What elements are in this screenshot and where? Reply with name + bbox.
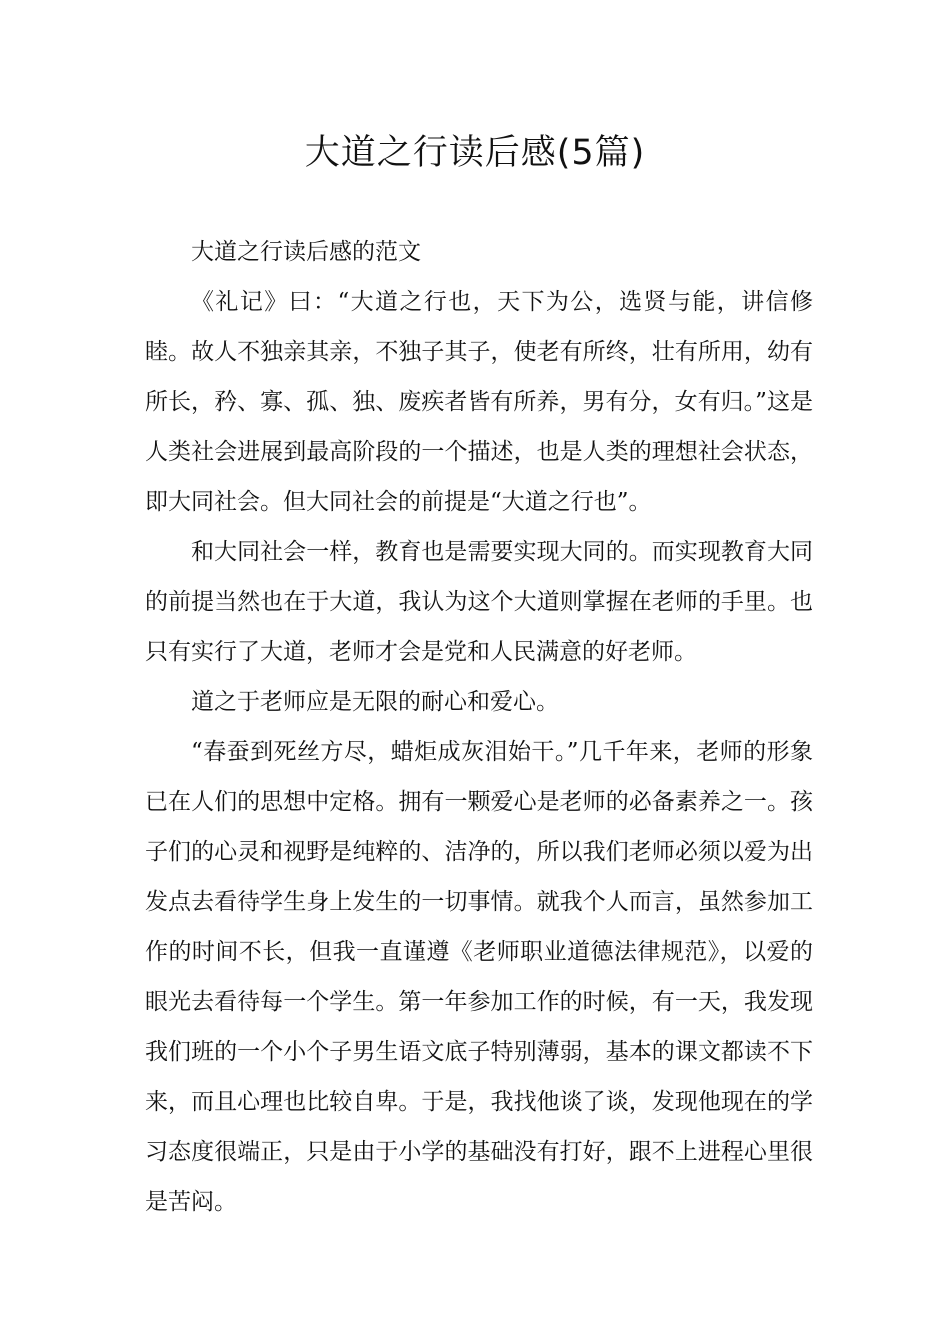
paragraph: 和大同社会一样，教育也是需要实现大同的。而实现教育大同的前提当然也在于大道，我认为这个大道则掌握在老师的手里。也只有实行了大道，老师才会是党和人民满意的好老师。 [145,539,813,665]
document-body [145,227,813,1227]
paragraph: 《礼记》曰：“大道之行也，天下为公，选贤与能，讲信修睦。故人不独亲其亲，不独子其子，使老有所终，壮有所用，幼有所长，矜、寡、孤、独、废疾者皆有所养，男有分，女有归。”这是人类社会进展到最高阶段的一个描述，也是人类的理想社会状态，即大同社会。但大同社会的前提是“大道之行也”。 [145,289,813,515]
paragraph: “春蚕到死丝方尽，蜡炬成灰泪始干。”几千年来，老师的形象已在人们的思想中定格。拥有一颗爱心是老师的必备素养之一。孩子们的心灵和视野是纯粹的、洁净的，所以我们老师必须以爱为出发点去看待学生身上发生的一切事情。就我个人而言，虽然参加工作的时间不长，但我一直谨遵《老师职业道德法律规范》，以爱的眼光去看待每一个学生。第一年参加工作的时候，有一天，我发现我们班的一个小个子男生语文底子特别薄弱，基本的课文都读不下来，而且心理也比较自卑。于是，我找他谈了谈，发现他现在的学习态度很端正，只是由于小学的基础没有打好，跟不上进程心里很是苦闷。 [145,739,813,1215]
paragraph: 道之于老师应是无限的耐心和爱心。 [191,689,559,715]
paragraph-subtitle: 大道之行读后感的范文 [191,239,421,265]
document-title: 大道之行读后感(5篇) [304,133,646,173]
